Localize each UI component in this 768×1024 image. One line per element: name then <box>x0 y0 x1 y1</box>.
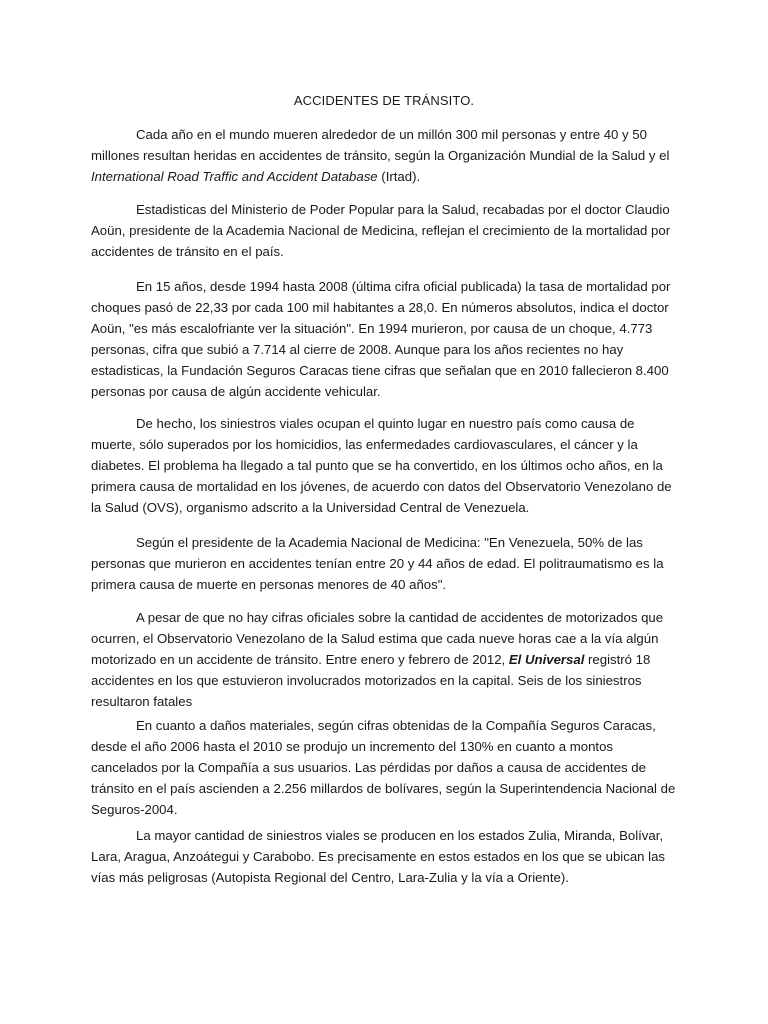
document-title: ACCIDENTES DE TRÁNSITO. <box>293 93 475 108</box>
paragraph-5: Según el presidente de la Academia Nacional de Medicina: "En Venezuela, 50% de las personas que murieron en accidentes tenían entre 20 y 44 años de edad. El politraumatismo es la primera causa de muerte en personas menores de 40 años". <box>91 535 664 592</box>
paragraph-8: La mayor cantidad de siniestros viales se producen en los estados Zulia, Miranda, Bolívar, Lara, Aragua, Anzoátegui y Carabobo. Es precisamente en estos estados en los que se ubican las vías más peligrosas (Autopista Regional del Centro, Lara-Zulia y la vía a Oriente). <box>91 828 666 885</box>
paragraph-6 <box>91 607 679 712</box>
paragraph-2: Estadisticas del Ministerio de Poder Popular para la Salud, recabadas por el doctor Claudio Aoün, presidente de la Academia Nacional de Medicina, reflejan el crecimiento de la mortalidad por accidentes de tránsito en el país. <box>91 202 671 259</box>
paragraph-6-text-start: A pesar de que no hay cifras oficiales sobre la cantidad de accidentes de motorizados que ocurren, el Observatorio Venezolano de la Salud estima que cada nueve horas cae a la vía algún motorizado en un accidente de tránsito. Entre enero y febrero de 2012, <box>91 610 664 667</box>
paragraph-3: En 15 años, desde 1994 hasta 2008 (última cifra oficial publicada) la tasa de mortalidad por choques pasó de 22,33 por cada 100 mil habitantes a 28,0. En números absolutos, indica el doctor Aoün, "es más escalofriante ver la situación". En 1994 murieron, por causa de un choque, 4.773 personas, cifra que subió a 7.714 al cierre de 2008. Aunque para los años recientes no hay estadisticas, la Fundación Seguros Caracas tiene cifras que señalan que en 2010 fallecieron 8.400 personas por causa de algún accidente vehicular. <box>91 279 671 399</box>
paragraph-6-text-end: registró 18 accidentes en los que estuvieron involucrados motorizados en la capital. Seis de los siniestros resultaron fatales <box>91 652 651 709</box>
paragraph-4: De hecho, los siniestros viales ocupan el quinto lugar en nuestro país como causa de muerte, sólo superados por los homicidios, las enfermedades cardiovasculares, el cáncer y la diabetes. El problema ha llegado a tal punto que se ha convertido, en los últimos ocho años, en la primera causa de mortalidad en los jóvenes, de acuerdo con datos del Observatorio Venezolano de la Salud (OVS), organismo adscrito a la Universidad Central de Venezuela. <box>91 416 672 515</box>
paragraph-1-text-end: (Irtad). <box>377 169 421 184</box>
el-universal-name: El Universal <box>508 652 585 667</box>
paragraph-1-text-start: Cada año en el mundo mueren alrededor de un millón 300 mil personas y entre 40 y 50 millones resultan heridas en accidentes de tránsito, según la Organización Mundial de la Salud y el <box>91 127 670 163</box>
paragraph-7: En cuanto a daños materiales, según cifras obtenidas de la Compañía Seguros Caracas, desde el año 2006 hasta el 2010 se produjo un incremento del 130% en cuanto a montos cancelados por la Compañía a sus usuarios. Las pérdidas por daños a causa de accidentes de tránsito en el país ascienden a 2.256 millardos de bolívares, según la Superintendencia Nacional de Seguros-2004. <box>91 718 676 817</box>
irtad-database-name: International Road Traffic and Accident Database <box>91 169 378 184</box>
paragraph-1 <box>91 124 679 187</box>
